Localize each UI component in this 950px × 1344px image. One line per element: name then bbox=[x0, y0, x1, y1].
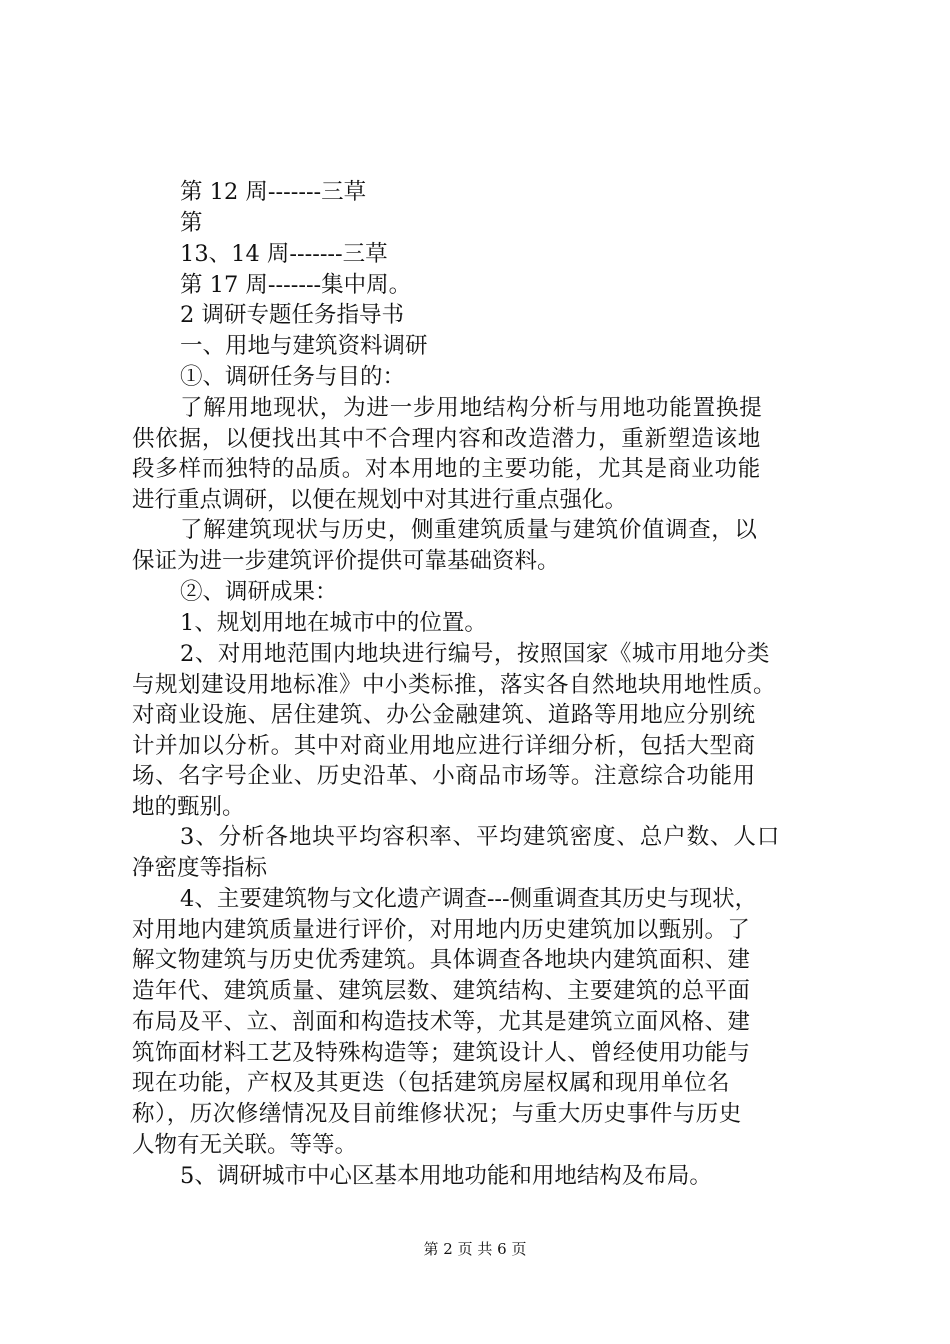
page-footer: 第 2 页 共 6 页 bbox=[423, 1240, 527, 1258]
paragraph-line: 保证为进一步建筑评价提供可靠基础资料。 bbox=[132, 548, 560, 574]
paragraph-line: 地的甄别。 bbox=[132, 794, 245, 820]
paragraph-line: 造年代、建筑质量、建筑层数、建筑结构、主要建筑的总平面 bbox=[132, 978, 751, 1004]
schedule-line: 13、14 周-------三草 bbox=[180, 241, 388, 267]
list-item: 5、调研城市中心区基本用地功能和用地结构及布局。 bbox=[180, 1163, 712, 1189]
paragraph-line: 进行重点调研，以便在规划中对其进行重点强化。 bbox=[132, 487, 628, 513]
paragraph-line: 称），历次修缮情况及目前维修状况；与重大历史事件与历史 bbox=[132, 1101, 742, 1127]
paragraph-line: 段多样而独特的品质。对本用地的主要功能，尤其是商业功能 bbox=[132, 456, 762, 482]
paragraph-line: 解文物建筑与历史优秀建筑。具体调查各地块内建筑面积、建 bbox=[132, 947, 751, 973]
paragraph-line: 计并加以分析。其中对商业用地应进行详细分析，包括大型商 bbox=[132, 733, 756, 759]
paragraph-line: 对商业设施、居住建筑、办公金融建筑、道路等用地应分别统 bbox=[132, 702, 756, 728]
paragraph-line: 现在功能，产权及其更迭（包括建筑房屋权属和现用单位名 bbox=[132, 1070, 731, 1096]
paragraph-line: 了解建筑现状与历史，侧重建筑质量与建筑价值调查，以 bbox=[180, 517, 758, 543]
results-heading: ②、调研成果： bbox=[180, 579, 338, 605]
paragraph-line: 2、对用地范围内地块进行编号，按照国家《城市用地分类 bbox=[180, 641, 770, 667]
paragraph-line: 与规划建设用地标准》中小类标推，落实各自然地块用地性质。 bbox=[132, 672, 777, 698]
paragraph-line: 3、分析各地块平均容积率、平均建筑密度、总户数、人口 bbox=[180, 824, 781, 850]
sub-title: 一、用地与建筑资料调研 bbox=[180, 333, 428, 359]
paragraph-line: 了解用地现状，为进一步用地结构分析与用地功能置换提 bbox=[180, 395, 763, 421]
paragraph-line: 对用地内建筑质量进行评价，对用地内历史建筑加以甄别。了 bbox=[132, 917, 751, 943]
paragraph-line: 布局及平、立、剖面和构造技术等，尤其是建筑立面风格、建 bbox=[132, 1009, 751, 1035]
section-title: 2 调研专题任务指导书 bbox=[180, 302, 404, 328]
paragraph-line: 场、名字号企业、历史沿革、小商品市场等。注意综合功能用 bbox=[132, 763, 756, 789]
paragraph-line: 人物有无关联。等等。 bbox=[132, 1132, 358, 1158]
paragraph-line: 4、主要建筑物与文化遗产调查---侧重调查其历史与现状， bbox=[180, 886, 758, 912]
task-heading: ①、调研任务与目的： bbox=[180, 364, 406, 390]
paragraph-line: 净密度等指标 bbox=[132, 855, 268, 881]
schedule-line: 第 17 周-------集中周。 bbox=[180, 272, 412, 298]
schedule-line: 第 bbox=[180, 210, 203, 236]
paragraph-line: 筑饰面材料工艺及特殊构造等；建筑设计人、曾经使用功能与 bbox=[132, 1040, 751, 1066]
schedule-line: 第 12 周-------三草 bbox=[180, 179, 367, 205]
list-item: 1、规划用地在城市中的位置。 bbox=[180, 610, 487, 636]
paragraph-line: 供依据，以便找出其中不合理内容和改造潜力，重新塑造该地 bbox=[132, 426, 762, 452]
